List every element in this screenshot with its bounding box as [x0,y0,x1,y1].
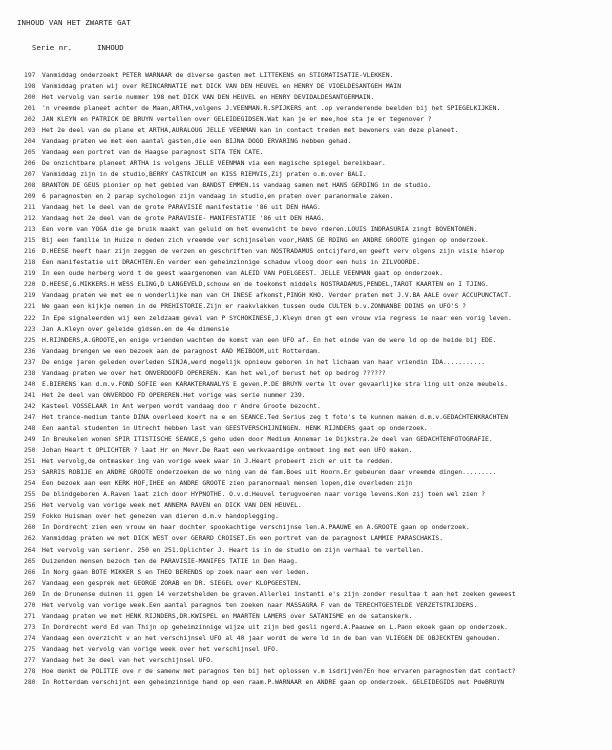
entry-number: 273 [24,623,36,631]
list-item [24,279,610,290]
list-item [24,456,610,467]
list-item [24,567,610,578]
entry-text: Duizenden mensen bezoch ten de PARAVISIE-MANIFES TATIE in Den Haag. [42,557,298,565]
list-item [24,224,610,235]
list-item [24,489,610,500]
entry-number: 238 [24,369,36,377]
entry-number: 203 [24,126,36,134]
entry-text: De blindgeboren A.Raven laat zich door HYPNOTHE. O.v.d.Heuvel terugvoeren naar vorige levens.Kon zij toen wel zien ? [42,491,486,499]
entry-text: Het 2e deel van ONVERDOO FD OPEREREN.Het vorige was serie nummer 239. [42,391,306,399]
entry-text: Vandaag praten we met ee n wonderlijke man van CH INESE afkomst,PINGH KHO. Verder praten met J.V.BA AALE over ACCUPUNCTACT. [42,292,512,300]
entry-text: Johan Heart t OPLICHTER ? laat Hr en Mevr.De Raat een werkvaardige ontmoet ing met een UFO maken. [42,447,413,455]
list-item [24,401,610,412]
entry-text: Het 2e deel van de plane et ARTHA,AURALOUG JELLE VEENMAN kan in contact treden met bewoners van deze planeet. [42,126,459,134]
entry-text: In de Drunense duinen ii ggen 14 verzetshelden be graven.Allerlei instanti e's zijn zonder resultaa t aan het zoeken geweest [42,590,516,598]
entry-text: De enige jaren geleden overleden SINJA,werd mogelijk opnieuw geboren in het lichaam van haar vriendin IDA........... [42,358,486,366]
list-item [24,191,610,202]
entry-number: 254 [24,480,36,488]
entry-number: 207 [24,170,36,178]
list-item [24,467,610,478]
entry-text: Fokko Huisman over het genezen van dieren d.m.v handoplegging. [42,513,279,521]
entry-text: SARRIS ROBIJE en ANDRE GROOTE onderzoeken de wo ning van de fam.Boes uit Hoorn.Er gebeuren daar vreemde dingen......... [42,469,497,477]
entry-number: 275 [24,645,36,653]
list-item [24,257,610,268]
list-item [24,301,610,312]
list-item [24,202,610,213]
list-item [24,622,610,633]
entry-number: 247 [24,413,36,421]
entry-text: Bij een familie in Huize n deden zich vreemde ver schijnselen voor,HANS GE RDING en ANDRE GROOTE gingen op onderzoek. [42,237,489,245]
entry-number: 219 [24,292,36,300]
entry-number: 200 [24,93,36,101]
entry-number: 237 [24,358,36,366]
list-item [24,533,610,544]
entry-text: Vandaag praten we met een aantal gasten,die een BIJNA DOOD ERVARING hebben gehad. [42,137,352,145]
entry-text: We gaan een kijkje nemen in de PREHISTORIE.Zijn er raakvlakken tussen oude CULTEN b.v.ZONNANBE DDINS en UFO'S ? [42,303,466,311]
entry-text: Vandaag een overzicht v an het verschijnsel UFO al 40 jaar wordt de were ld in de ban van VLIEGEN DE OBJECKTEN gehouden. [42,634,501,642]
entry-text: Vandaag het le deel van de grote PARAVISIE manifestatie '86 uit DEN HAAG. [42,204,321,212]
entry-number: 260 [24,524,36,532]
entry-text: Het vervolg van vorige week met ANNEMA RAVEN en DICK VAN DEN HEUVEL. [42,502,302,510]
entry-text: D.HEESE,G.MIKKERS.H WESS ELING,D LANGEVELD,schouw en de toekomst middels NOSTRADAMUS,PENDEL,TAROT KAARTEN en I TJING. [42,281,489,289]
entry-text: Het trance-medium tante DINA overleed koert na e en SEANCE.Ted Serius zeg t foto's te kunnen maken d.m.v.GEDACHTENKRACHTEN [42,413,508,421]
list-item [24,324,610,335]
entry-text: In Dordrecht zien een vrouw en haar dochter spookachtige verschijnse len.A.PAAUWE en A.GROOTE gaan op onderzoek. [42,524,470,532]
list-item [24,545,610,556]
entry-number: 208 [24,181,36,189]
entry-text: Hoe denkt de POLITIE ove r de samenw met paragnos ten bij het oplossen v.m isdrijven?En hoe ervaren paragnosten dat contact? [42,668,516,676]
list-item [24,522,610,533]
list-item [24,478,610,489]
entry-number: 205 [24,148,36,156]
entry-text: Vandaag een portret van de Haagse paragnost SITA TEN CATE. [42,148,264,156]
entry-text: In Norg gaan BOTE MIKKER S en THEO BERENDS op zoek naar een ver leden. [42,568,310,576]
list-item [24,423,610,434]
entry-number: 262 [24,535,36,543]
entry-text: In Dordrecht werd Ed van Thijn op geheimzinnige wijze uit zijn bed gesli ngerd.A.Paauwe en L.Pann ekoek gaan op onderzoek. [42,623,508,631]
list-item [24,114,610,125]
entry-text: E.BIERENS kan d.m.v.FOND SOFIE een KARAKTERANALYS E geven.P.DE BRUYN verte lt over gevaarlijke stra ling uit onze meubels. [42,380,508,388]
entry-number: 218 [24,259,36,267]
entry-text: In een oude herberg word t de geest waargenomen van ALEID VAN POELGEEST. JELLE VEENMAN gaat op onderzoek. [42,270,444,278]
entry-number: 256 [24,502,36,510]
entry-text: Vandaag brengen we een bezoek aan de paragnost AAD MEIBOOM,uit Rotterdam. [42,347,321,355]
list-item [24,556,610,567]
list-item [24,268,610,279]
entry-number: 240 [24,380,36,388]
entry-number: 255 [24,491,36,499]
entry-text: Een vorm van YOGA die ge bruik maakt van geluid om het evenwicht te bevo rderen.LOUIS INDRASURIA zingt BOVENTONEN. [42,226,478,234]
entry-number: 225 [24,336,36,344]
entry-text: Een bezoek aan een KERK HOF,IHEE en ANDRE GROOTE zien paranormaal mensen lopen,die overleden zijn [42,480,413,488]
entry-text: Vanmiddag onderzoekt PETER WARNAAR de diverse gasten met LITTEKENS en STIGMATISATIE-VLEKKEN. [42,71,394,79]
entry-number: 266 [24,568,36,576]
list-item [24,103,610,114]
entry-text: 'n vreemde planeet achter de Maan,ARTHA,volgens J.VEENMAN.R.SPIJKERS ant .op veranderende beelden bij het SPIEGELKIJKEN. [42,104,501,112]
entry-text: D.HEESE heeft haar zijn zeggen de verzen en geschriften van NOSTRADAMUS ontcijferd,en geeft verv olgens zijn visie hierop [42,248,505,256]
entry-number: 209 [24,193,36,201]
entry-number: 236 [24,347,36,355]
list-item [24,213,610,224]
entry-number: 216 [24,248,36,256]
entry-number: 220 [24,281,36,289]
entry-text: In Breukelen wonen SPIR ITISTISCHE SEANCE,S geho uden door Medium Annemar ie Dijkstra.2e deel van GEDACHTENFOTOGRAFIE. [42,436,493,444]
entry-number: 197 [24,71,36,79]
entry-text: Vandaag het vervolg van vorige week over het verschijnsel UFO. [42,645,279,653]
entry-number: 248 [24,425,36,432]
list-item [24,390,610,401]
entry-number: 269 [24,590,36,598]
entry-text: Vanmiddag praten we met DICK WEST over GERARD CROISET.En een portret van de paragnost LAMMIE PARASCHAKIS. [42,535,444,543]
list-item [24,169,610,180]
list-item [24,125,610,136]
entry-text: Het vervolg van vorige week.Een aantal paragnos ten zoeken naar MASSAGRA F van de TERECHTGESTELDE VERZETSTRIJDERS. [42,601,478,609]
list-item [24,70,610,81]
list-item [24,379,610,390]
entry-number: 265 [24,557,36,565]
entry-number: 219 [24,270,36,278]
list-item [24,92,610,103]
entry-text: JAN KLEYN en PATRICK DE BRUYN vertellen over GELEIDEGIDSEN.Wat kan je er mee,hoe sta je er tegenover ? [42,115,432,123]
list-item [24,147,610,158]
entry-number: 264 [24,546,36,554]
entry-text: Vandaag praten we met HENK RIJNDERS,DR.KWISPEL en MAARTEN LAMERS over SATANISME en de satanskerk. [42,612,413,620]
entry-number: 249 [24,436,36,444]
entry-number: 215 [24,237,36,245]
list-item [24,600,610,611]
list-item [24,677,610,688]
entry-text: Het vervolg van serienr. 250 en 251.Oplichter J. Heart is in de studio om zijn verhaal te vertellen. [42,546,424,554]
entry-text: Vanmiddag praten wij over REINCARNATIE met DICK VAN DEN HEUVEL en HENRY DE VIOELDESANTGEH MAIN [42,82,402,90]
entry-number: 280 [24,679,36,687]
entry-text: Vandaag het 3e deel van het verschijnsel UFO. [42,656,214,664]
entry-list [24,70,610,689]
entry-number: 212 [24,215,36,223]
list-item [24,368,610,379]
list-item [24,500,610,511]
entry-number: 278 [24,668,36,676]
entry-text: H.RIJNDERS,A.GROOTE,en enige vrienden wachten de komst van een UFO af. En het einde van de were ld op de heide bij EDE. [42,336,497,344]
entry-number: 204 [24,137,36,145]
entry-number: 250 [24,447,36,455]
entry-text: Vanmiddag zijn in de studio,BERRY CASTRICUM en KISS RIEMVIS,Zij praten o.m.over BALI. [42,170,367,178]
entry-number: 206 [24,159,36,167]
entry-number: 271 [24,612,36,620]
list-item [24,357,610,368]
list-item [24,180,610,191]
entry-number: 270 [24,601,36,609]
list-item [24,412,610,423]
entry-number: 274 [24,634,36,642]
entry-number: 198 [24,82,36,90]
entry-number: 211 [24,204,36,212]
entry-number: 242 [24,402,36,410]
entry-text: Vandaag een gesprek met GEORGE ZORAB en DR. SIEGEL over KLOPGEESTEN. [42,579,302,587]
list-item [24,313,610,324]
list-item [24,445,610,456]
list-item [24,666,610,677]
list-item [24,434,610,445]
list-item [24,158,610,169]
list-item [24,655,610,666]
entry-number: 222 [24,314,36,322]
document-title: INHOUD VAN HET ZWARTE GAT [17,18,131,27]
entry-number: 251 [24,458,36,466]
entry-text: 6 paragnosten en 2 parap sychologen zijn vandaag in studio,en praten over paranormale zaken. [42,193,394,201]
list-item [24,511,610,522]
entry-text: De onzichtbare planeet ARTHA is volgens JELLE VEENMAN via een magische spiegel bereikbaar. [42,159,386,167]
entry-number: 201 [24,104,36,112]
list-item [24,81,610,92]
list-item [24,346,610,357]
list-item [24,611,610,622]
list-item [24,235,610,246]
list-item [24,589,610,600]
entry-number: 267 [24,579,36,587]
entry-text: In Rotterdam verschijnt een geheimzinnige hand op een raam.P.WARNAAR en ANDRE gaan op onderzoek. GELEIDEGIDS met PdeBRUYN [42,679,505,687]
entry-text: In Epe signaleerden wij een zeldzaam geval van P SYCHOKINESE,J.Kleyn dren gt een vrouw via regress ie naar een vorig leven. [42,314,512,322]
entry-number: 253 [24,469,36,477]
entry-text: Een manifestatie uit DRACHTEN.En verder een geheimzinnige schaduw vloog door een huis in ZILVOORDE. [42,259,421,267]
list-item [24,578,610,589]
column-headers [32,43,124,52]
list-item [24,136,610,147]
list-item [24,644,610,655]
entry-text: Een aantal studenten in Utrecht hebben last van GEESTVERSCHIJNINGEN. HENK RIJNDERS gaat op onderzoek. [42,425,428,432]
entry-text: Jan A.Kleyn over geleide gidsen.en de 4e dimensie [42,325,230,333]
entry-text: Het vervolg,de ontmasker ing van vorige week waar in J.Heart probeert zich er uit te redden. [42,458,394,466]
entry-number: 213 [24,226,36,234]
list-item [24,633,610,644]
column-header-inhoud: INHOUD [97,43,124,52]
entry-text: BRANTON DE GEUS pionier op het gebied van BANDST EMMEN.is vandaag samen met HANS GERDING in de studio. [42,181,432,189]
entry-number: 241 [24,391,36,399]
list-item [24,335,610,346]
entry-number: 223 [24,325,36,333]
entry-number: 221 [24,303,36,311]
entry-text: Kasteel VOSSELAAR in Ant werpen wordt vandaag doo r Andre Groote bezocht. [42,402,321,410]
entry-text: Vandaag het 2e deel van de grote PARAVISIE- MANIFESTATIE '86 uit DEN HAAG. [42,215,325,223]
column-header-serie-nr: Serie nr. [32,43,73,52]
entry-number: 202 [24,115,36,123]
list-item [24,290,610,301]
list-item [24,246,610,257]
entry-number: 277 [24,656,36,664]
entry-text: Het vervolg van serie nummer 198 met DICK VAN DEN HEUVEL en HENRY DEVIDALDESANTGERMAIN. [42,93,375,101]
entry-number: 259 [24,513,36,521]
entry-text: Vandaag praten we over het ONVERDOOFD OPEREREN. Kan het wel,of berust het op bedrog ?????? [42,369,386,377]
